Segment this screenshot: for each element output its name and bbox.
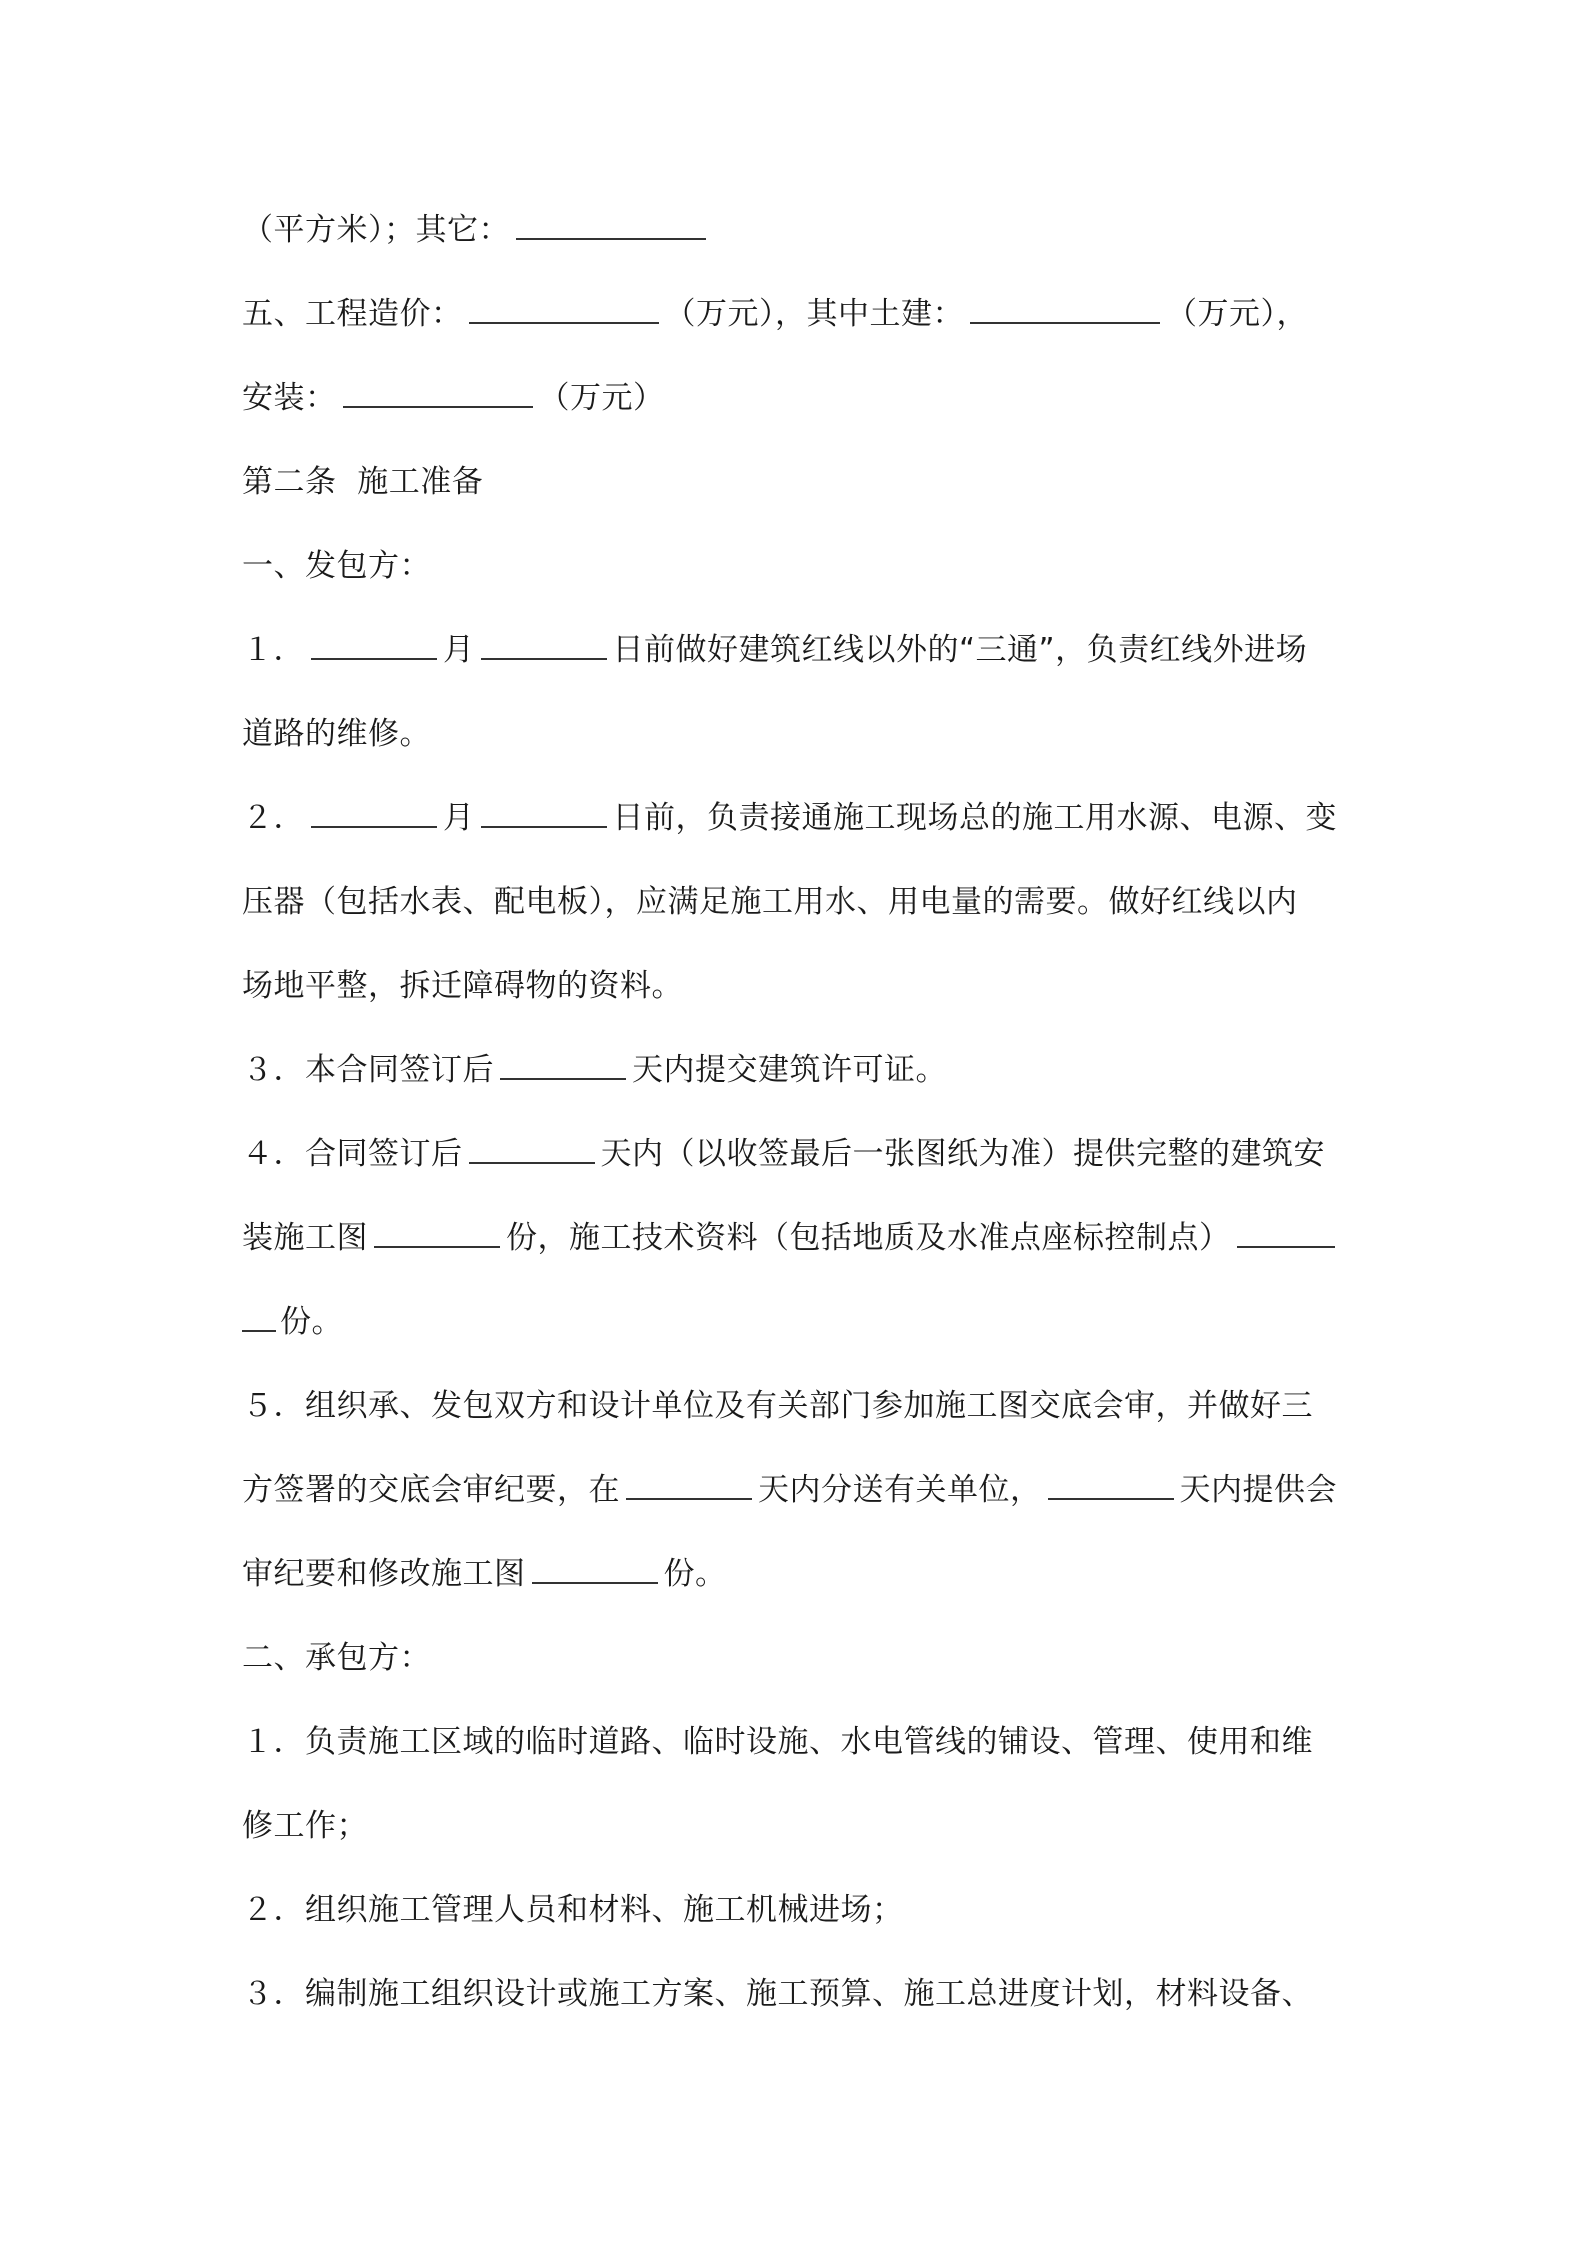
fill-blank-month[interactable] bbox=[311, 790, 437, 828]
fill-blank-copies[interactable] bbox=[374, 1210, 500, 1248]
text-line bbox=[242, 366, 1344, 450]
text-line bbox=[242, 1878, 1344, 1962]
text-run: 装施工图 bbox=[242, 1220, 368, 1256]
text-run: 审纪要和修改施工图 bbox=[242, 1556, 526, 1592]
fill-blank-copies[interactable] bbox=[1237, 1210, 1335, 1248]
document-body bbox=[242, 198, 1344, 2046]
fill-blank-month[interactable] bbox=[311, 622, 437, 660]
text-run: （万元），其中土建： bbox=[664, 296, 964, 332]
fill-blank-civil-cost[interactable] bbox=[970, 286, 1160, 324]
text-run: （平方米）；其它： bbox=[242, 212, 510, 248]
text-run: ３．编制施工组织设计或施工方案、施工预算、施工总进度计划，材料设备、 bbox=[242, 1976, 1313, 2012]
fill-blank-days[interactable] bbox=[469, 1126, 595, 1164]
fill-blank-days[interactable] bbox=[500, 1042, 626, 1080]
text-line bbox=[242, 1794, 1344, 1878]
text-run: 压器（包括水表、配电板），应满足施工用水、用电量的需要。做好红线以内 bbox=[242, 884, 1298, 920]
text-run: 月 bbox=[443, 632, 475, 668]
text-run: 一、发包方： bbox=[242, 548, 431, 584]
text-run: ２． bbox=[242, 800, 305, 836]
text-line bbox=[242, 1374, 1344, 1458]
text-line bbox=[242, 1710, 1344, 1794]
text-run: 天内提交建筑许可证。 bbox=[632, 1052, 947, 1088]
fill-blank-install-cost[interactable] bbox=[343, 370, 533, 408]
text-line bbox=[242, 1206, 1344, 1290]
fill-blank-day[interactable] bbox=[481, 790, 607, 828]
text-line bbox=[242, 1458, 1344, 1542]
text-run: 份。 bbox=[663, 1556, 727, 1592]
subsection-heading bbox=[242, 534, 1344, 618]
text-run: 五、工程造价： bbox=[242, 296, 463, 332]
text-run: 月 bbox=[443, 800, 475, 836]
text-run: １．负责施工区域的临时道路、临时设施、水电管线的铺设、管理、使用和维 bbox=[242, 1724, 1313, 1760]
text-run: １． bbox=[242, 632, 305, 668]
text-run: 修工作； bbox=[242, 1808, 368, 1844]
text-run: 场地平整，拆迁障碍物的资料。 bbox=[242, 968, 683, 1004]
fill-blank-days[interactable] bbox=[1048, 1462, 1174, 1500]
fill-blank-copies-continued[interactable] bbox=[242, 1294, 276, 1332]
text-line bbox=[242, 198, 1344, 282]
text-line bbox=[242, 1962, 1344, 2046]
section-heading bbox=[242, 450, 1344, 534]
text-line bbox=[242, 1290, 1344, 1374]
text-run: 天内分送有关单位， bbox=[758, 1472, 1042, 1508]
text-line bbox=[242, 786, 1344, 870]
text-line bbox=[242, 1122, 1344, 1206]
text-run: （万元）， bbox=[1166, 296, 1308, 332]
text-run: 道路的维修。 bbox=[242, 716, 431, 752]
fill-blank-project-cost[interactable] bbox=[469, 286, 659, 324]
text-line bbox=[242, 1542, 1344, 1626]
text-run: 第二条 施工准备 bbox=[242, 464, 484, 500]
subsection-heading bbox=[242, 1626, 1344, 1710]
text-run: 安装： bbox=[242, 380, 337, 416]
text-run: ３．本合同签订后 bbox=[242, 1052, 494, 1088]
fill-blank-days[interactable] bbox=[626, 1462, 752, 1500]
text-run: ５．组织承、发包双方和设计单位及有关部门参加施工图交底会审，并做好三 bbox=[242, 1388, 1313, 1424]
fill-blank-other[interactable] bbox=[516, 202, 706, 240]
text-run: 天内（以收签最后一张图纸为准）提供完整的建筑安 bbox=[600, 1136, 1325, 1172]
text-line bbox=[242, 282, 1344, 366]
text-run: ４．合同签订后 bbox=[242, 1136, 463, 1172]
text-run: （万元） bbox=[538, 380, 665, 416]
text-run: 份。 bbox=[280, 1304, 343, 1340]
text-line bbox=[242, 618, 1344, 702]
text-line bbox=[242, 1038, 1344, 1122]
text-run: 天内提供会 bbox=[1179, 1472, 1337, 1508]
text-run: 份，施工技术资料（包括地质及水准点座标控制点） bbox=[506, 1220, 1231, 1256]
text-line bbox=[242, 702, 1344, 786]
fill-blank-copies[interactable] bbox=[532, 1546, 658, 1584]
text-run: ２．组织施工管理人员和材料、施工机械进场； bbox=[242, 1892, 904, 1928]
text-run: 日前做好建筑红线以外的“三通”，负责红线外进场 bbox=[612, 632, 1308, 668]
text-run: 二、承包方： bbox=[242, 1640, 431, 1676]
text-line bbox=[242, 870, 1344, 954]
fill-blank-day[interactable] bbox=[481, 622, 607, 660]
text-run: 日前，负责接通施工现场总的施工用水源、电源、变 bbox=[612, 800, 1337, 836]
text-line bbox=[242, 954, 1344, 1038]
text-run: 方签署的交底会审纪要，在 bbox=[242, 1472, 620, 1508]
